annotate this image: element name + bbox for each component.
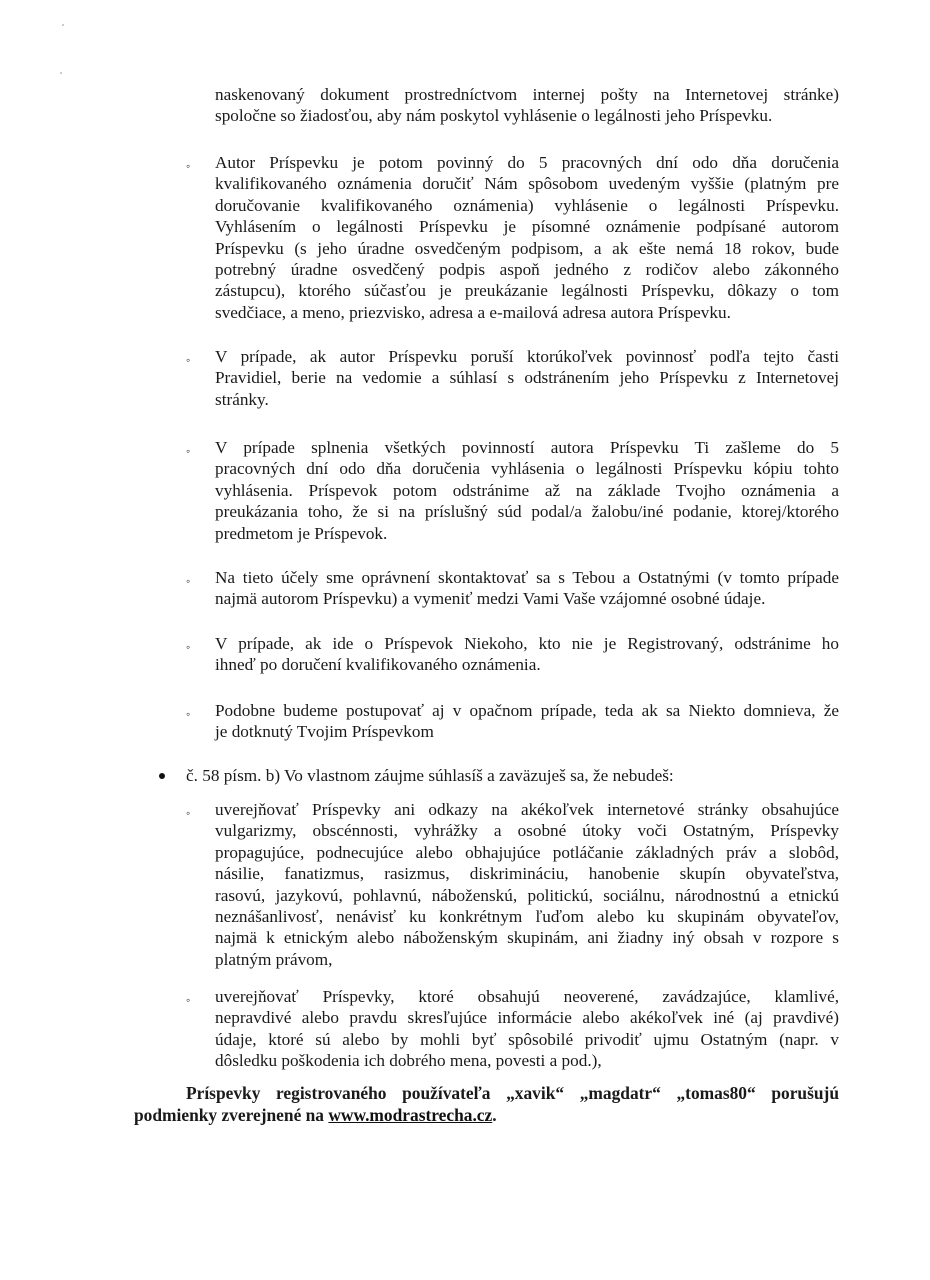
closing-line-1: Príspevky registrovaného používateľa „xavik“ „magdatr“ „tomas80“ porušujú xyxy=(186,1083,839,1103)
sub-item-paragraph xyxy=(215,799,839,970)
paragraph-line: neznášanlivosť, nenávisť ku konkrétnym ľuďom alebo ku skupinám obyvateľov, xyxy=(215,907,839,927)
paragraph-line: Na tieto účely sme oprávnení skontaktovať sa s Tebou a Ostatnými (v tomto prípade xyxy=(215,568,839,587)
sub-item-paragraph xyxy=(215,700,839,743)
hollow-bullet-icon: ◦ xyxy=(186,993,191,1007)
main-bullet-line: č. 58 písm. b) Vo vlastnom záujme súhlasíš a zaväzuješ sa, že nebudeš: xyxy=(186,766,674,785)
paragraph-line: doručovanie kvalifikovaného oznámenia) vyhlásenie o legálnosti Príspevku. xyxy=(215,195,839,215)
intro-paragraph xyxy=(215,84,839,127)
closing-suffix: . xyxy=(492,1105,497,1125)
scan-speck xyxy=(60,72,62,74)
sub-item-paragraph xyxy=(215,152,839,323)
website-link[interactable]: www.modrastrecha.cz xyxy=(328,1105,493,1125)
hollow-bullet-icon: ◦ xyxy=(186,806,191,820)
hollow-bullet-icon: ◦ xyxy=(186,353,191,367)
hollow-bullet-icon: ◦ xyxy=(186,707,191,721)
hollow-bullet-icon: ◦ xyxy=(186,159,191,173)
paragraph-line: Príspevku (s jeho úradne osvedčeným podpisom, a ak ešte nemá 18 rokov, bude xyxy=(215,238,839,258)
hollow-bullet-icon: ◦ xyxy=(186,574,191,588)
paragraph-line: je dotknutý Tvojim Príspevkom xyxy=(215,722,434,742)
hollow-bullet-icon: ◦ xyxy=(186,444,191,458)
paragraph-line: uverejňovať Príspevky ani odkazy na akékoľvek internetové stránky obsahujúce xyxy=(215,800,839,819)
paragraph-line: nepravdivé alebo pravdu skresľujúce informácie alebo akékoľvek iné (aj pravdivé) xyxy=(215,1008,839,1028)
paragraph-line: zástupcu), ktorého súčasťou je preukázanie legálnosti Príspevku, dôkazy o tom xyxy=(215,281,839,301)
paragraph-line: Podobne budeme postupovať aj v opačnom prípade, teda ak sa Niekto domnieva, že xyxy=(215,701,839,720)
paragraph-line: vulgarizmy, obscénnosti, vyhrážky a osobné útoky voči Ostatným, Príspevky xyxy=(215,821,839,841)
paragraph-line: kvalifikovaného oznámenia doručiť Nám spôsobom uvedeným vyššie (platným pre xyxy=(215,174,839,194)
hollow-bullet-icon: ◦ xyxy=(186,640,191,654)
sub-item-paragraph xyxy=(215,986,839,1072)
paragraph-line: uverejňovať Príspevky, ktoré obsahujú neoverené, zavádzajúce, klamlivé, xyxy=(215,987,839,1006)
paragraph-line: Pravidiel, berie na vedomie a súhlasí s odstránením jeho Príspevku z Internetovej xyxy=(215,368,839,388)
paragraph-line: Autor Príspevku je potom povinný do 5 pracovných dní odo dňa doručenia xyxy=(215,153,839,172)
paragraph-line: najmä k etnickým alebo náboženským skupinám, ani žiadny iný obsah v rozpore s xyxy=(215,928,839,948)
paragraph-line: vyhlásenia. Príspevok potom odstránime až na základe Tvojho oznámenia a xyxy=(215,480,839,500)
closing-statement xyxy=(134,1082,839,1126)
paragraph-line: platným právom, xyxy=(215,949,333,969)
sub-item-paragraph xyxy=(215,346,839,410)
paragraph-line: propagujúce, podnecujúce alebo obhajujúce potláčanie základných práv a slobôd, xyxy=(215,842,839,862)
main-bullet-text xyxy=(186,765,839,786)
closing-prefix: podmienky zverejnené na xyxy=(134,1105,329,1125)
paragraph-line: V prípade, ak ide o Príspevok Niekoho, kto nie je Registrovaný, odstránime ho xyxy=(215,634,839,653)
filled-bullet-icon xyxy=(159,773,165,779)
paragraph-line: predmetom je Príspevok. xyxy=(215,523,388,543)
paragraph-line: stránky. xyxy=(215,389,269,409)
paragraph-line: potrebný úradne osvedčený podpis aspoň jedného z rodičov alebo zákonného xyxy=(215,260,839,280)
paragraph-line: rasovú, jazykovú, pohlavnú, náboženskú, politickú, sociálnu, národnostnú a etnickú xyxy=(215,885,839,905)
paragraph-line: pracovných dní odo dňa doručenia vyhlásenia o legálnosti Príspevku kópiu tohto xyxy=(215,459,839,479)
paragraph-line: Vyhlásením o legálnosti Príspevku je písomné oznámenie podpísané autorom xyxy=(215,217,839,237)
paragraph-line: ihneď po doručení kvalifikovaného oznámenia. xyxy=(215,655,541,675)
paragraph-line: násilie, fanatizmus, rasizmus, diskrimináciu, hanobenie skupín obyvateľstva, xyxy=(215,864,839,884)
sub-item-paragraph xyxy=(215,567,839,610)
scan-speck xyxy=(62,24,64,26)
paragraph-line: najmä autorom Príspevku) a vymeniť medzi Vami Vaše vzájomné osobné údaje. xyxy=(215,589,766,609)
intro-line: spoločne so žiadosťou, aby nám poskytol vyhlásenie o legálnosti jeho Príspevku. xyxy=(215,106,773,126)
paragraph-line: svedčiace, a meno, priezvisko, adresa a e-mailová adresa autora Príspevku. xyxy=(215,302,731,322)
paragraph-line: dôsledku poškodenia ich dobrého mena, povesti a pod.), xyxy=(215,1051,602,1071)
sub-item-paragraph xyxy=(215,437,839,544)
closing-line-2 xyxy=(134,1104,839,1126)
paragraph-line: V prípade splnenia všetkých povinností autora Príspevku Ti zašleme do 5 xyxy=(215,438,839,457)
paragraph-line: preukázania toho, že si na príslušný súd podal/a žalobu/iné podanie, ktorej/ktorého xyxy=(215,502,839,522)
intro-line: naskenovaný dokument prostredníctvom internej pošty na Internetovej stránke) xyxy=(215,85,839,104)
paragraph-line: údaje, ktoré sú alebo by mohli byť spôsobilé privodiť ujmu Ostatným (napr. v xyxy=(215,1029,839,1049)
sub-item-paragraph xyxy=(215,633,839,676)
paragraph-line: V prípade, ak autor Príspevku poruší ktorúkoľvek povinnosť podľa tejto časti xyxy=(215,347,839,366)
